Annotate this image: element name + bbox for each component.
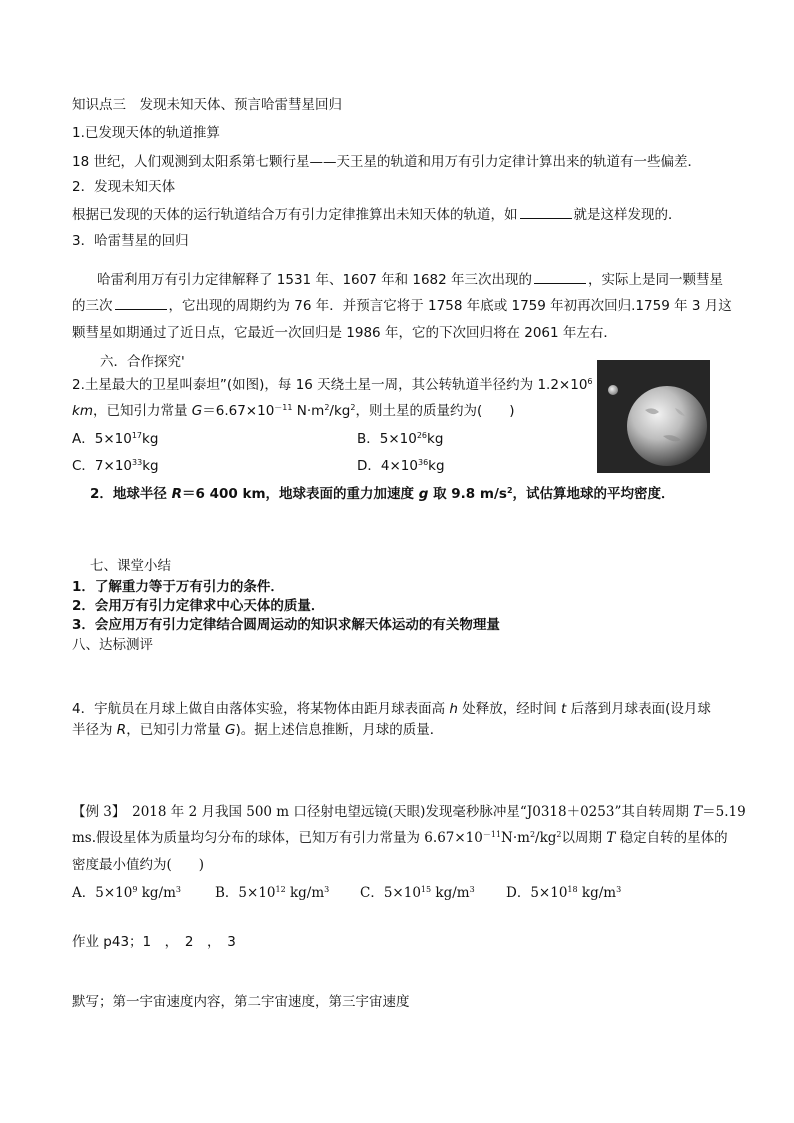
example3-option-d: D．$5\times 10^{18}$ $kg/m^3$ (506, 885, 622, 901)
section3-p2-body: 根据已发现的天体的运行轨道结合万有引力定律推算出未知天体的轨道，如 就是这样发现的． (72, 207, 682, 223)
section3-p1-body: 18 世纪，人们观测到太阳系第七颗行星——天王星的轨道和用万有引力定律计算出来的轨道有一些偏差． (72, 154, 701, 170)
q4-line1: 4．宇航员在月球上做自由落体实验，将某物体由距月球表面高 h 处释放，经时间 t 后落到月球表面(设月球 (72, 701, 711, 717)
example3-line2: ms.假设星体为质量均匀分布的球体，已知万有引力常量为 $6.67\times 10^{-11}N\cdot m^2/kg^2$以周期 T 稳定自转的星体的 (72, 830, 728, 846)
q2-option-b: B．$5\times 10^{26}kg$ (357, 431, 444, 447)
example3-line3: 密度最小值约为( ) (72, 857, 205, 873)
dictation: 默写；第一宇宙速度内容，第二宇宙速度，第三宇宙速度 (72, 994, 410, 1010)
section3-p1-head: 1.已发现天体的轨道推算 (72, 125, 220, 141)
section8-title: 八、达标测评 (72, 637, 153, 653)
saturn-titan-image (597, 360, 710, 473)
fill-blank (520, 206, 572, 219)
summary-item: 3．会应用万有引力定律结合圆周运动的知识求解天体运动的有关物理量 (72, 617, 500, 633)
fill-blank (115, 297, 167, 310)
section3-p3-line1: 哈雷利用万有引力定律解释了 1531 年、1607 年和 1682 年三次出现的 ，实际上是同一颗彗星 (97, 272, 724, 288)
q2-option-a: A．$5\times 10^{17}kg$ (72, 431, 159, 447)
section6-title: 六．合作探究' (100, 354, 185, 370)
summary-item: 2．会用万有引力定律求中心天体的质量． (72, 598, 325, 614)
planet-illustration (597, 360, 710, 473)
section3-p2-head: 2．发现未知天体 (72, 179, 176, 195)
q2b-earth-density: 2．地球半径 R＝6 400 km，地球表面的重力加速度 g 取 9.8 $m/s^2$，试估算地球的平均密度． (90, 486, 675, 502)
q2-option-d: D．$4\times 10^{36}kg$ (357, 458, 445, 474)
section3-p3-line3: 颗彗星如期通过了近日点，它最近一次回归是 1986 年，它的下次回归将在 2061 年左右． (72, 325, 617, 341)
example3-option-a: A．$5\times 10^9$ $kg/m^3$ (72, 885, 181, 901)
section3-title: 知识点三 发现未知天体、预言哈雷彗星回归 (72, 97, 342, 113)
q2-line2: km，已知引力常量 $G=6.67\times 10^{-11}$ $N\cdot m^2/kg^2$，则土星的质量约为( ) (72, 403, 515, 419)
fill-blank (534, 271, 586, 284)
q2-line1: 2.土星最大的卫星叫泰坦”(如图)，每 16 天绕土星一周，其公转轨道半径约为 $1.2\times 10^6$ (72, 377, 593, 393)
section3-p3-line2: 的三次 ，它出现的周期约为 76 年．并预言它将于 1758 年底或 1759 年初再次回归.1759 年 3 月这 (72, 298, 732, 314)
example3-option-b: B．$5\times 10^{12}$ $kg/m^3$ (215, 885, 330, 901)
example3-line1: 【例 3】 2018 年 2 月我国 500 m 口径射电望远镜(天眼)发现毫秒脉冲星“J0318＋0253”其自转周期 T＝5.19 (72, 804, 746, 820)
section7-title: 七、课堂小结 (90, 558, 171, 574)
homework: 作业 p43；1 ， 2 ， 3 (72, 934, 236, 950)
q4-line2: 半径为 R，已知引力常量 G)。据上述信息推断，月球的质量． (72, 722, 444, 738)
section3-p3-head: 3．哈雷彗星的回归 (72, 233, 189, 249)
q2-option-c: C．$7\times 10^{33}kg$ (72, 458, 159, 474)
summary-item: 1．了解重力等于万有引力的条件． (72, 579, 284, 595)
example3-option-c: C．$5\times 10^{15}$ $kg/m^3$ (360, 885, 475, 901)
